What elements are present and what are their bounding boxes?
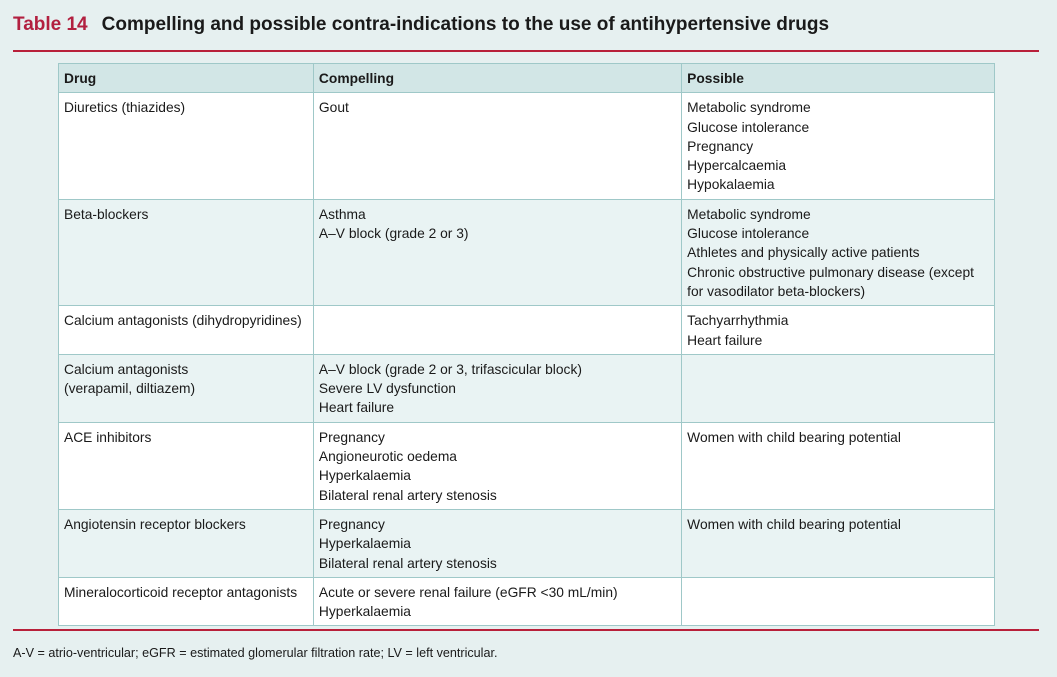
cell-line: Asthma bbox=[318, 206, 366, 222]
top-divider bbox=[13, 50, 1039, 52]
drug-cell bbox=[59, 306, 314, 355]
cell-line: Glucose intolerance bbox=[687, 226, 810, 242]
cell-line: Women with child bearing potential bbox=[687, 516, 901, 532]
cell-line: Women with child bearing potential bbox=[687, 429, 901, 445]
cell-line: Chronic obstructive pulmonary disease (except bbox=[687, 264, 974, 280]
table-row bbox=[59, 354, 995, 422]
possible-cell bbox=[682, 354, 995, 422]
table-row bbox=[59, 93, 995, 199]
cell-line: A–V block (grade 2 or 3, trifascicular block) bbox=[318, 361, 582, 377]
table-caption: Compelling and possible contra-indications to the use of antihypertensive drugs bbox=[101, 14, 830, 35]
table-row bbox=[59, 577, 995, 626]
cell-line: Mineralocorticoid receptor antagonists bbox=[64, 584, 298, 600]
cell-line: Diuretics (thiazides) bbox=[64, 100, 186, 116]
cell-line: ACE inhibitors bbox=[64, 429, 152, 445]
header-possible: Possible bbox=[682, 64, 995, 93]
cell-line: Athletes and physically active patients bbox=[687, 245, 920, 261]
footnote: A-V = atrio-ventricular; eGFR = estimated glomerular filtration rate; LV = left ventricular. bbox=[13, 646, 498, 660]
cell-line: Hyperkalaemia bbox=[318, 604, 411, 620]
compelling-cell bbox=[313, 577, 681, 626]
table-number: Table 14 bbox=[13, 14, 88, 35]
cell-line: Pregnancy bbox=[318, 429, 385, 445]
cell-line: Pregnancy bbox=[687, 138, 754, 154]
possible-cell bbox=[682, 199, 995, 305]
cell-line: Angiotensin receptor blockers bbox=[64, 516, 246, 532]
header-drug: Drug bbox=[59, 64, 314, 93]
cell-line: Metabolic syndrome bbox=[687, 206, 811, 222]
possible-cell bbox=[682, 509, 995, 577]
header-compelling: Compelling bbox=[313, 64, 681, 93]
possible-cell bbox=[682, 422, 995, 509]
compelling-cell bbox=[313, 306, 681, 355]
possible-cell bbox=[682, 577, 995, 626]
drug-cell bbox=[59, 93, 314, 199]
cell-line: Heart failure bbox=[687, 332, 763, 348]
cell-line: Tachyarrhythmia bbox=[687, 313, 789, 329]
drug-cell bbox=[59, 509, 314, 577]
cell-line: Hyperkalaemia bbox=[318, 468, 411, 484]
cell-line: Glucose intolerance bbox=[687, 119, 810, 135]
cell-line: for vasodilator beta-blockers) bbox=[687, 283, 866, 299]
cell-line: A–V block (grade 2 or 3) bbox=[318, 226, 469, 242]
table-row bbox=[59, 509, 995, 577]
compelling-cell bbox=[313, 422, 681, 509]
cell-line: Beta-blockers bbox=[64, 206, 149, 222]
cell-line: Calcium antagonists (dihydropyridines) bbox=[64, 313, 302, 329]
compelling-cell bbox=[313, 354, 681, 422]
compelling-cell bbox=[313, 509, 681, 577]
table-row bbox=[59, 199, 995, 305]
cell-line: Angioneurotic oedema bbox=[318, 449, 457, 465]
cell-line: Hyperkalaemia bbox=[318, 536, 411, 552]
table-row bbox=[59, 422, 995, 509]
cell-line: Bilateral renal artery stenosis bbox=[318, 487, 497, 503]
compelling-cell bbox=[313, 93, 681, 199]
cell-line: Gout bbox=[318, 100, 349, 116]
header-row bbox=[59, 64, 995, 93]
drug-cell bbox=[59, 354, 314, 422]
drug-cell bbox=[59, 422, 314, 509]
drug-cell bbox=[59, 199, 314, 305]
cell-line: (verapamil, diltiazem) bbox=[64, 381, 196, 397]
table-title bbox=[13, 14, 829, 36]
cell-line: Severe LV dysfunction bbox=[318, 381, 456, 397]
possible-cell bbox=[682, 306, 995, 355]
contraindications-table bbox=[58, 63, 995, 626]
drug-cell bbox=[59, 577, 314, 626]
table-row bbox=[59, 306, 995, 355]
possible-cell bbox=[682, 93, 995, 199]
cell-line: Hypokalaemia bbox=[687, 177, 775, 193]
bottom-divider bbox=[13, 629, 1039, 631]
cell-line: Pregnancy bbox=[318, 516, 385, 532]
compelling-cell bbox=[313, 199, 681, 305]
cell-line: Metabolic syndrome bbox=[687, 100, 811, 116]
cell-line: Acute or severe renal failure (eGFR <30 mL/min) bbox=[318, 584, 618, 600]
cell-line: Heart failure bbox=[318, 400, 395, 416]
cell-line: Calcium antagonists bbox=[64, 361, 189, 377]
cell-line: Bilateral renal artery stenosis bbox=[318, 555, 497, 571]
cell-line: Hypercalcaemia bbox=[687, 158, 787, 174]
